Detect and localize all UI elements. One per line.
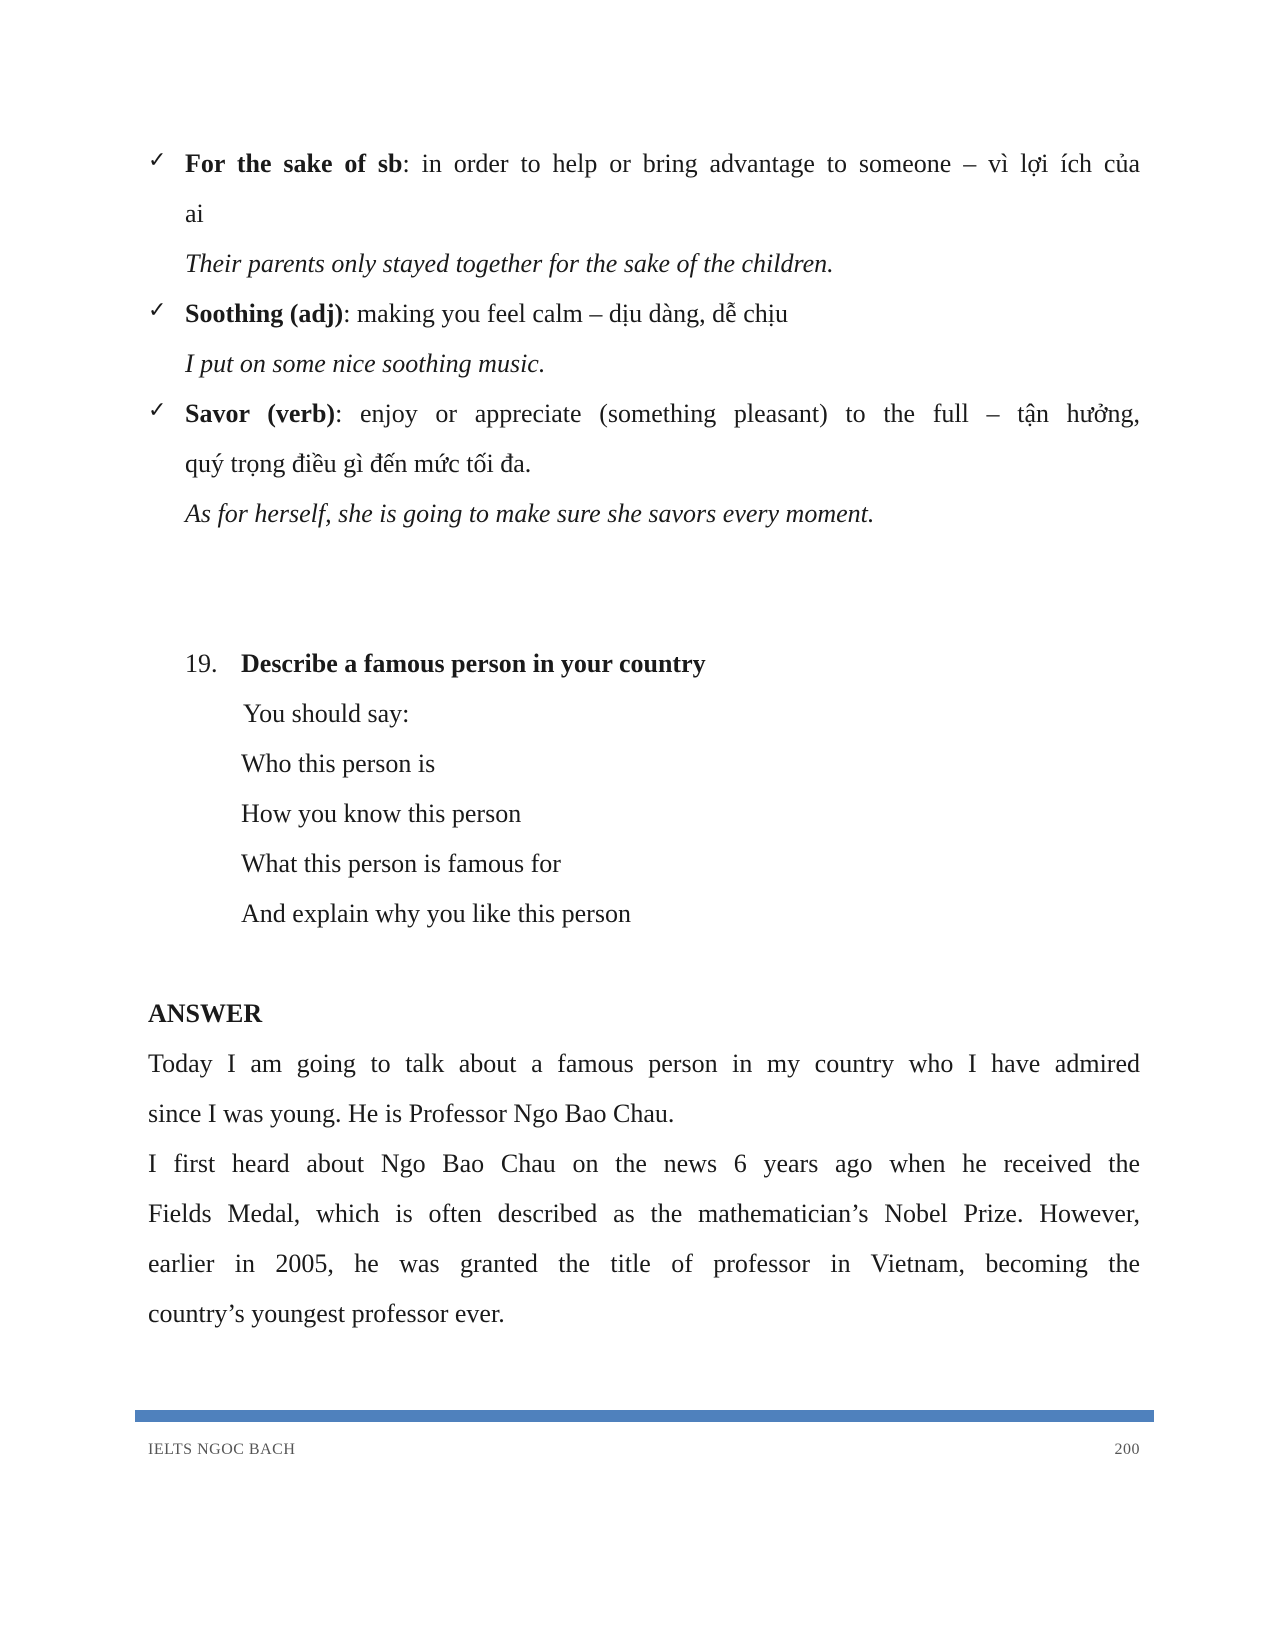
vocab-item-3-definition (185, 399, 1140, 429)
vocab-definition-continued: quý trọng điều gì đến mức tối đa. (185, 449, 532, 478)
vocab-term: Savor (verb) (185, 399, 336, 428)
question-prompt: How you know this person (241, 799, 522, 828)
vocab-item-1-definition (185, 149, 1140, 179)
vocab-example: As for herself, she is going to make sure she savors every moment. (185, 499, 875, 528)
vocab-example: I put on some nice soothing music. (185, 349, 546, 378)
question-prompt: And explain why you like this person (241, 899, 631, 928)
checkmark-icon: ✓ (148, 398, 167, 423)
footer-rule (135, 1410, 1154, 1422)
question-prompt: You should say: (243, 699, 410, 728)
question-prompt: What this person is famous for (241, 849, 561, 878)
answer-line: I first heard about Ngo Bao Chau on the news 6 years ago when he received the (148, 1149, 1140, 1178)
vocab-definition: : making you feel calm – dịu dàng, dễ chịu (343, 299, 788, 328)
checkmark-icon: ✓ (148, 298, 167, 323)
answer-line: since I was young. He is Professor Ngo Bao Chau. (148, 1099, 675, 1128)
vocab-definition: : in order to help or bring advantage to someone – vì lợi ích của (402, 149, 1140, 178)
vocab-example: Their parents only stayed together for the sake of the children. (185, 249, 834, 278)
vocab-term: Soothing (adj) (185, 299, 344, 328)
vocab-definition-continued: ai (185, 199, 204, 228)
answer-line: earlier in 2005, he was granted the title of professor in Vietnam, becoming the (148, 1249, 1140, 1278)
vocab-item-2-definition (185, 299, 788, 329)
question-prompt: Who this person is (241, 749, 436, 778)
page-number: 200 (1114, 1441, 1140, 1458)
checkmark-icon: ✓ (148, 148, 167, 173)
answer-line: Today I am going to talk about a famous person in my country who I have admired (148, 1049, 1140, 1078)
footer-title: IELTS NGOC BACH (148, 1441, 296, 1458)
answer-heading: ANSWER (148, 999, 263, 1028)
answer-line: Fields Medal, which is often described as the mathematician’s Nobel Prize. However, (148, 1199, 1140, 1228)
question-number: 19. (185, 649, 218, 678)
vocab-term: For the sake of sb (185, 149, 403, 178)
answer-line: country’s youngest professor ever. (148, 1299, 505, 1328)
question-title: Describe a famous person in your country (241, 649, 706, 678)
vocab-definition: : enjoy or appreciate (something pleasant) to the full – tận hưởng, (335, 399, 1141, 428)
